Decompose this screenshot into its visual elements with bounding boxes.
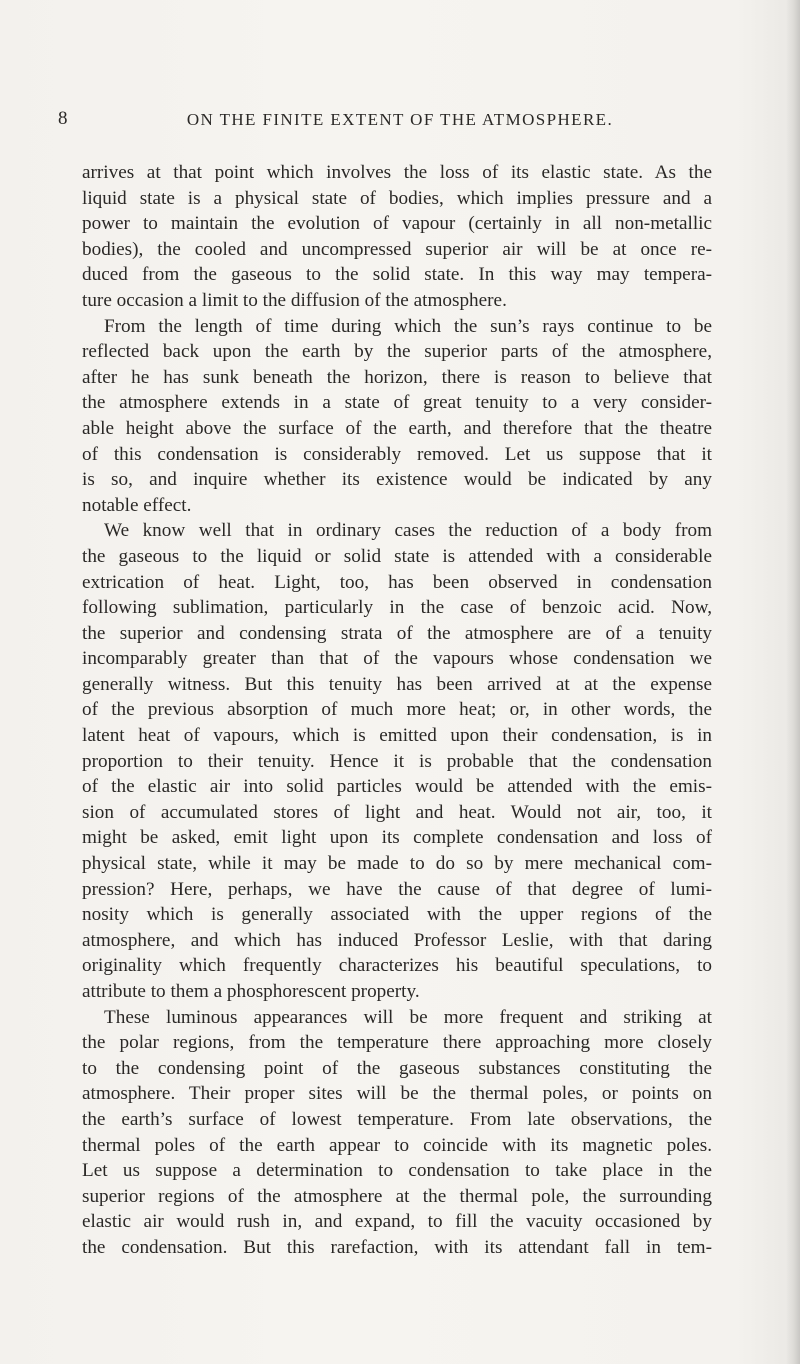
- text-line: generally witness. But this tenuity has been arrived at at the expense: [82, 673, 712, 695]
- text-line: arrives at that point which involves the loss of its elastic state. As the: [82, 162, 712, 183]
- text-line: latent heat of vapours, which is emitted upon their condensation, is in: [82, 725, 712, 747]
- text-line: sion of accumulated stores of light and heat. Would not air, too, it: [82, 801, 712, 823]
- text-line: incomparably greater than that of the vapours whose condensation we: [82, 648, 712, 670]
- text-line: atmosphere. Their proper sites will be the thermal poles, or points on: [82, 1083, 712, 1105]
- text-line: duced from the gaseous to the solid state. In this way may tempera-: [82, 264, 712, 286]
- text-line: the gaseous to the liquid or solid state is attended with a considerable: [82, 545, 712, 567]
- text-line: power to maintain the evolution of vapour (certainly in all non-metallic: [82, 213, 712, 235]
- text-line: notable effect.: [82, 494, 192, 516]
- text-line: liquid state is a physical state of bodies, which implies pressure and a: [82, 187, 712, 209]
- text-line: after he has sunk beneath the horizon, there is reason to believe that: [82, 366, 712, 388]
- text-line: ture occasion a limit to the diffusion of the atmosphere.: [82, 289, 507, 311]
- text-line: From the length of time during which the sun’s rays continue to be: [104, 315, 712, 337]
- text-line: elastic air would rush in, and expand, to fill the vacuity occasioned by: [82, 1211, 712, 1233]
- body-text: [82, 160, 712, 1261]
- text-line: physical state, while it may be made to do so by mere mechanical com-: [82, 853, 712, 875]
- text-line: proportion to their tenuity. Hence it is probable that the condensation: [82, 750, 712, 772]
- text-line: We know well that in ordinary cases the reduction of a body from: [104, 520, 712, 542]
- text-line: the condensation. But this rarefaction, with its attendant fall in tem-: [82, 1236, 712, 1258]
- text-line: the superior and condensing strata of the atmosphere are of a tenuity: [82, 622, 712, 644]
- text-line: nosity which is generally associated with the upper regions of the: [82, 904, 712, 926]
- text-line: pression? Here, perhaps, we have the cause of that degree of lumi-: [82, 878, 712, 900]
- text-line: is so, and inquire whether its existence would be indicated by any: [82, 469, 712, 491]
- page-number: 8: [58, 108, 68, 129]
- running-head: ON THE FINITE EXTENT OF THE ATMOSPHERE.: [186, 110, 614, 129]
- text-line: thermal poles of the earth appear to coincide with its magnetic poles.: [82, 1134, 712, 1156]
- text-line: These luminous appearances will be more frequent and striking at: [104, 1006, 712, 1028]
- text-line: the earth’s surface of lowest temperature. From late observations, the: [82, 1108, 712, 1130]
- text-line: superior regions of the atmosphere at the thermal pole, the surrounding: [82, 1185, 712, 1207]
- text-line: of this condensation is considerably removed. Let us suppose that it: [82, 443, 712, 465]
- text-line: Let us suppose a determination to condensation to take place in the: [82, 1160, 712, 1182]
- text-line: originality which frequently characterizes his beautiful speculations, to: [82, 955, 712, 977]
- page-edge-shadow: [786, 0, 800, 1364]
- text-line: able height above the surface of the earth, and therefore that the theatre: [82, 417, 712, 439]
- text-line: attribute to them a phosphorescent property.: [82, 981, 420, 1002]
- text-line: to the condensing point of the gaseous substances constituting the: [82, 1057, 712, 1079]
- text-line: extrication of heat. Light, too, has been observed in condensation: [82, 571, 712, 593]
- text-line: atmosphere, and which has induced Professor Leslie, with that daring: [82, 929, 712, 951]
- text-line: might be asked, emit light upon its complete condensation and loss of: [82, 827, 712, 849]
- text-line: of the previous absorption of much more heat; or, in other words, the: [82, 699, 712, 721]
- text-line: of the elastic air into solid particles would be attended with the emis-: [82, 776, 712, 798]
- text-line: following sublimation, particularly in the case of benzoic acid. Now,: [82, 597, 712, 619]
- page-header: [0, 108, 800, 134]
- text-line: reflected back upon the earth by the superior parts of the atmosphere,: [82, 341, 712, 363]
- text-line: bodies), the cooled and uncompressed superior air will be at once re-: [82, 238, 712, 260]
- text-line: the atmosphere extends in a state of great tenuity to a very consider-: [82, 392, 712, 414]
- text-line: the polar regions, from the temperature there approaching more closely: [82, 1032, 712, 1054]
